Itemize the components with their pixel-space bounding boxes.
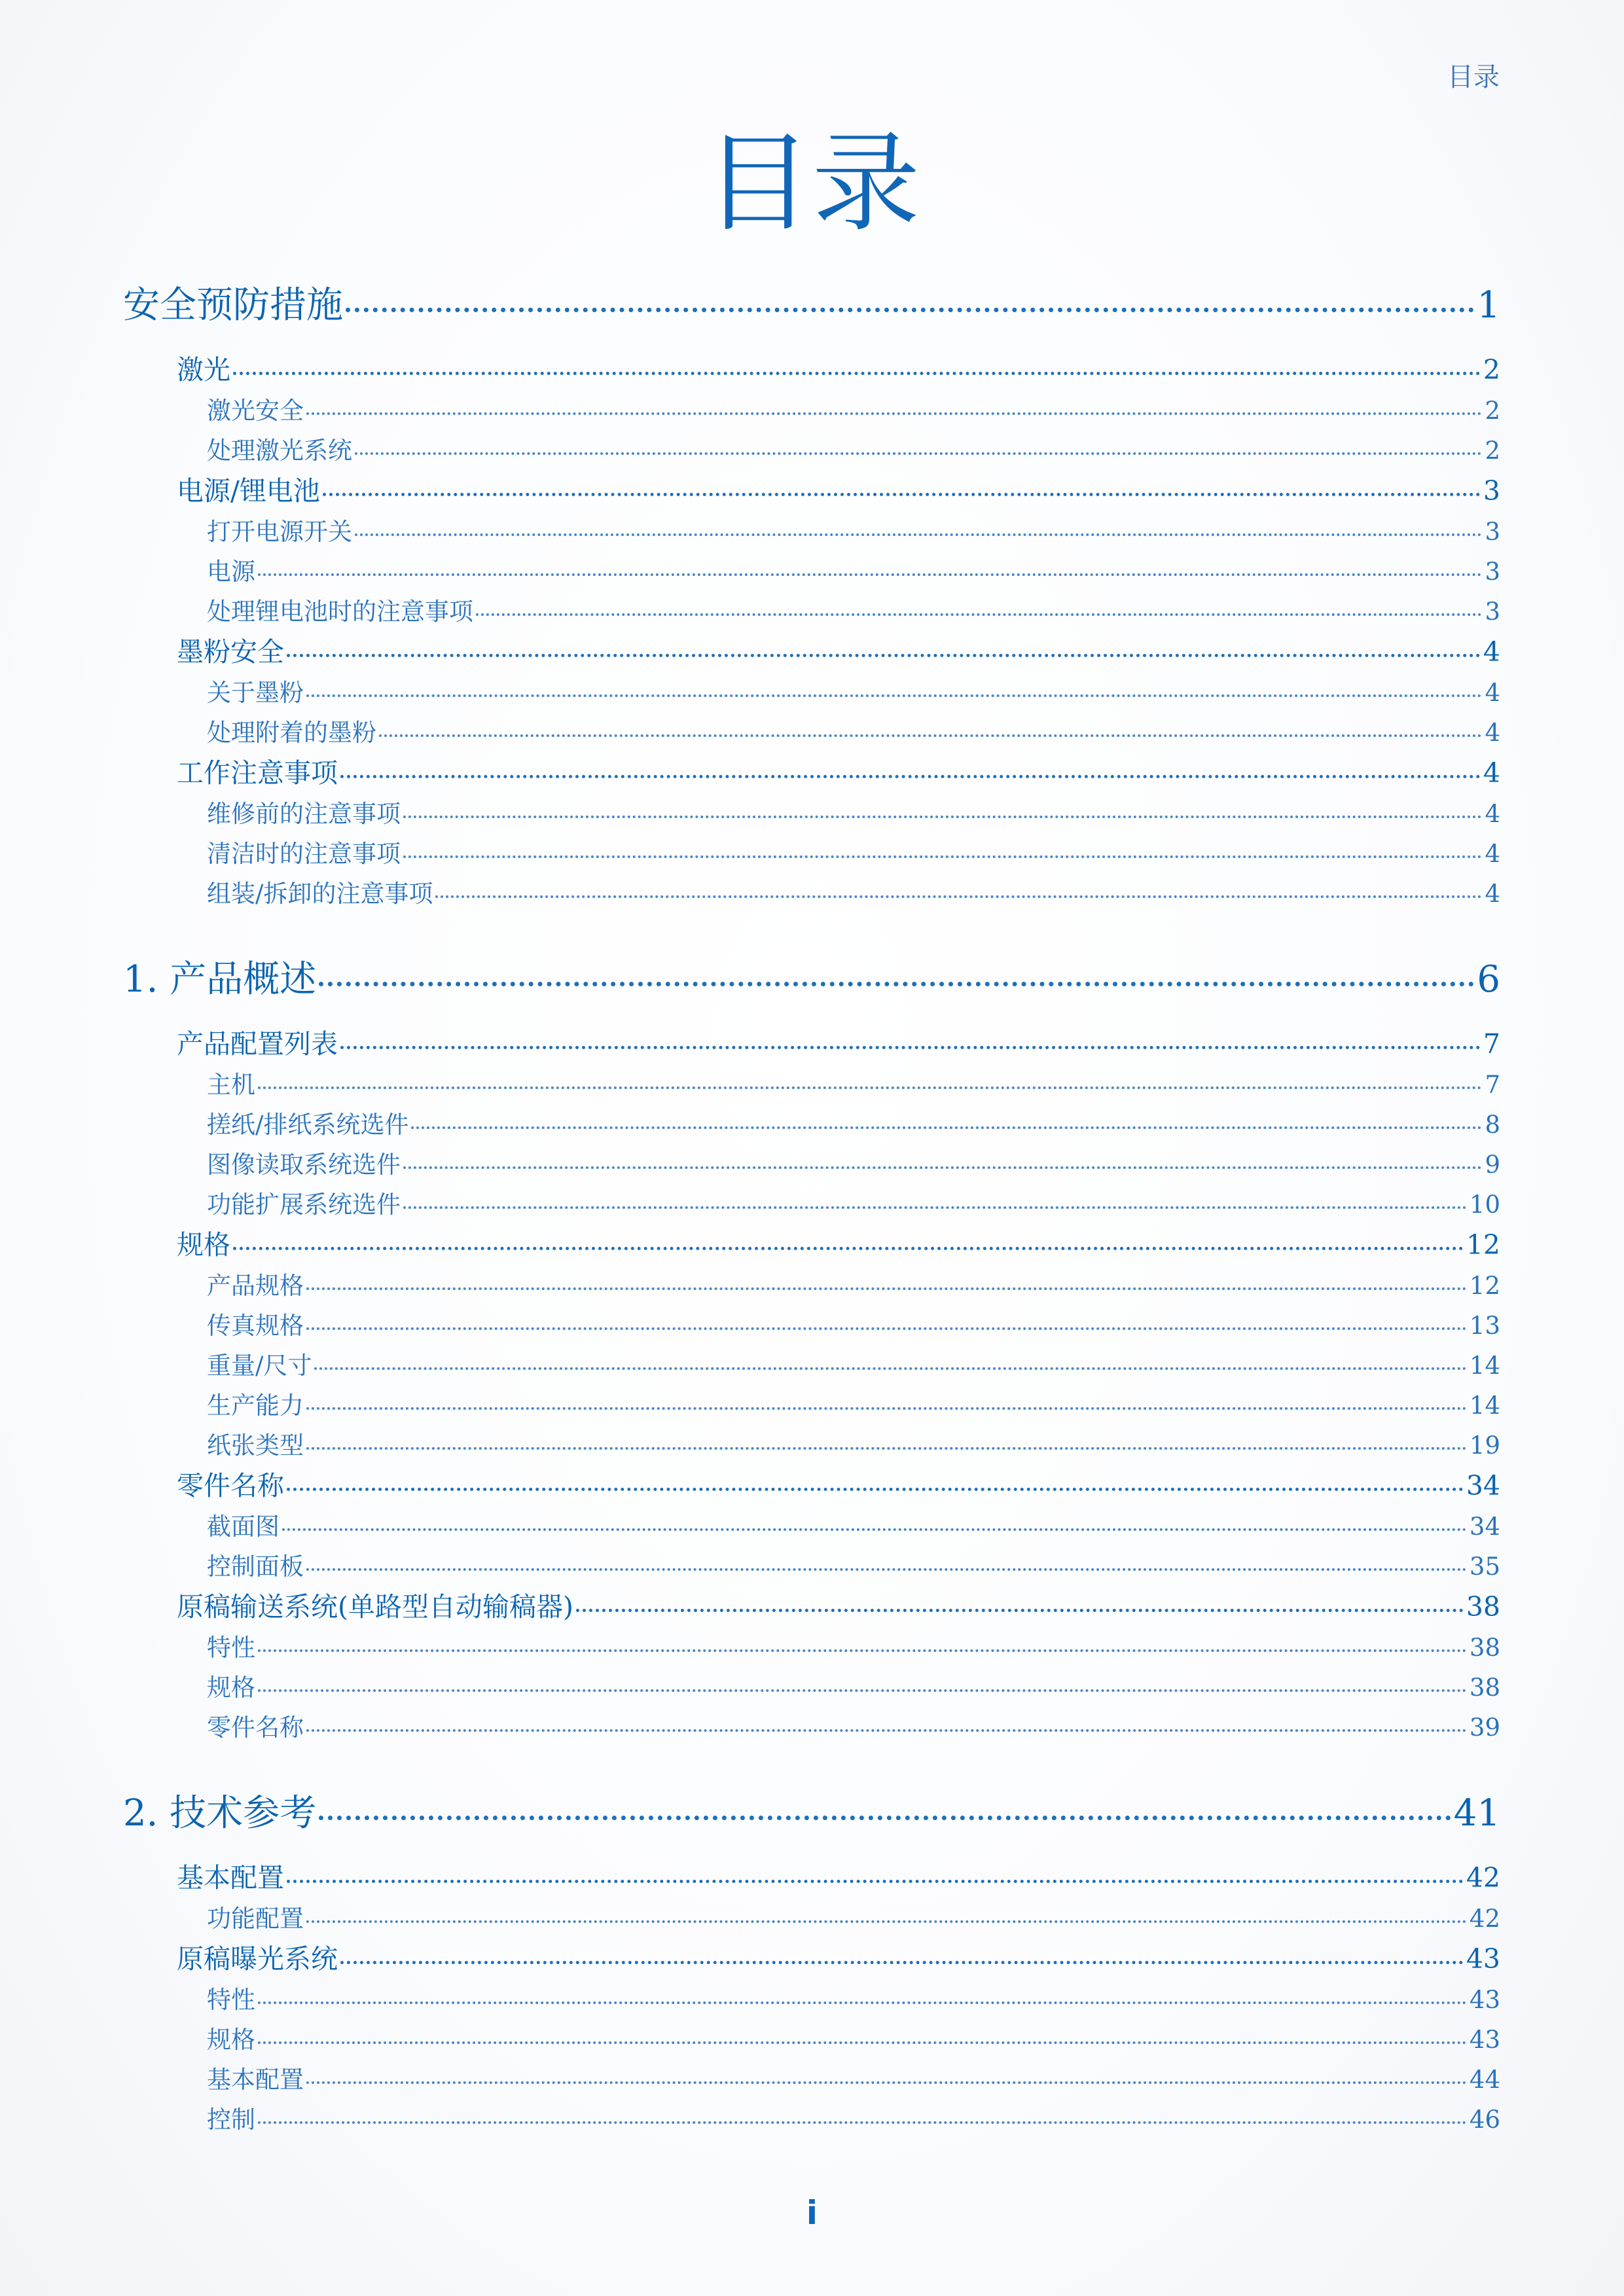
toc-subsection-entry[interactable]	[123, 1386, 1500, 1426]
toc-subsection-entry[interactable]	[123, 1899, 1500, 1939]
toc-subsection-entry[interactable]	[123, 1065, 1500, 1105]
dot-leader	[323, 493, 1481, 496]
dot-leader	[403, 1206, 1467, 1209]
table-of-contents	[123, 280, 1500, 2180]
dot-leader	[340, 1961, 1464, 1964]
toc-entry-title: 基本配置	[177, 1862, 284, 1893]
toc-subsection-entry[interactable]	[123, 1507, 1500, 1547]
toc-chapter-entry[interactable]	[123, 280, 1500, 331]
toc-subsection-entry[interactable]	[123, 1708, 1500, 1748]
toc-subsection-entry[interactable]	[123, 2020, 1500, 2060]
dot-leader	[306, 1287, 1467, 1290]
dot-leader	[340, 1046, 1481, 1049]
toc-entry-title: 功能配置	[207, 1905, 304, 1933]
toc-chapter-entry[interactable]	[123, 1788, 1500, 1839]
toc-subsection-entry[interactable]	[123, 1145, 1500, 1185]
dot-leader	[306, 1407, 1467, 1410]
toc-page-number: 4	[1485, 679, 1500, 707]
toc-entry-title: 原稿曝光系统	[177, 1943, 338, 1975]
toc-page-number: 38	[1466, 1591, 1500, 1623]
toc-section-entry[interactable]	[123, 1587, 1500, 1628]
dot-leader	[403, 816, 1482, 818]
toc-entry-title: 特性	[207, 1986, 255, 2014]
toc-subsection-entry[interactable]	[123, 794, 1500, 834]
toc-entry-title: 产品配置列表	[177, 1028, 338, 1060]
toc-entry-title: 控制面板	[207, 1552, 304, 1581]
toc-entry-title: 特性	[207, 1634, 255, 1662]
page-number: i	[806, 2194, 818, 2232]
toc-section-entry[interactable]	[123, 632, 1500, 673]
toc-page-number: 43	[1466, 1943, 1500, 1975]
toc-page-number: 4	[1483, 757, 1500, 789]
toc-subsection-entry[interactable]	[123, 1185, 1500, 1225]
dot-leader	[258, 573, 1482, 576]
toc-entry-title: 产品规格	[207, 1272, 304, 1300]
toc-page-number: 42	[1466, 1862, 1500, 1893]
dot-leader	[355, 452, 1482, 455]
toc-section-entry[interactable]	[123, 471, 1500, 512]
toc-section-entry[interactable]	[123, 1225, 1500, 1266]
dot-leader	[306, 1920, 1467, 1923]
toc-subsection-entry[interactable]	[123, 1980, 1500, 2020]
toc-section	[123, 280, 1500, 914]
toc-entry-title: 功能扩展系统选件	[207, 1191, 401, 1219]
toc-entry-title: 传真规格	[207, 1312, 304, 1340]
page-title: 目录	[704, 120, 920, 246]
toc-page-number: 34	[1469, 1513, 1500, 1541]
toc-page-number: 12	[1469, 1272, 1500, 1300]
dot-leader	[314, 1367, 1466, 1370]
dot-leader	[306, 694, 1482, 697]
toc-entry-title: 规格	[207, 1674, 255, 1702]
dot-leader	[435, 895, 1482, 898]
dot-leader	[379, 734, 1482, 737]
toc-subsection-entry[interactable]	[123, 673, 1500, 713]
dot-leader	[258, 2001, 1467, 2004]
dot-leader	[287, 654, 1481, 657]
dot-leader	[306, 1447, 1467, 1450]
toc-entry-title: 搓纸/排纸系统选件	[207, 1111, 409, 1139]
toc-page-number: 4	[1485, 800, 1500, 828]
toc-entry-title: 安全预防措施	[123, 284, 343, 327]
toc-entry-title: 基本配置	[207, 2066, 304, 2094]
toc-page-number: 14	[1469, 1352, 1500, 1380]
toc-page-number: 13	[1469, 1312, 1500, 1340]
toc-entry-title: 生产能力	[207, 1391, 304, 1420]
toc-subsection-entry[interactable]	[123, 431, 1500, 471]
toc-entry-title: 规格	[177, 1229, 230, 1261]
toc-entry-title: 处理附着的墨粉	[207, 719, 376, 747]
toc-entry-title: 关于墨粉	[207, 679, 304, 707]
dot-leader	[258, 2121, 1467, 2124]
toc-section	[123, 954, 1500, 1748]
toc-page-number: 9	[1485, 1151, 1500, 1179]
toc-page-number: 34	[1466, 1470, 1500, 1501]
toc-entry-title: 激光	[177, 354, 230, 386]
toc-entry-title: 规格	[207, 2026, 255, 2054]
toc-page-number: 39	[1469, 1713, 1500, 1742]
toc-entry-title: 工作注意事项	[177, 757, 338, 789]
toc-page-number: 3	[1485, 598, 1500, 626]
dot-leader	[258, 2041, 1467, 2044]
toc-entry-title: 维修前的注意事项	[207, 800, 401, 828]
toc-subsection-entry[interactable]	[123, 1105, 1500, 1145]
toc-page-number: 7	[1485, 1071, 1500, 1099]
toc-page-number: 44	[1469, 2066, 1500, 2094]
dot-leader	[306, 1568, 1467, 1571]
toc-entry-title: 激光安全	[207, 397, 304, 425]
toc-page-number: 3	[1485, 558, 1500, 586]
toc-section-entry[interactable]	[123, 1465, 1500, 1507]
toc-entry-title: 清洁时的注意事项	[207, 840, 401, 868]
toc-page-number: 1	[1477, 284, 1500, 327]
dot-leader	[306, 1327, 1467, 1330]
toc-page-number: 10	[1469, 1191, 1500, 1219]
toc-subsection-entry[interactable]	[123, 834, 1500, 874]
toc-subsection-entry[interactable]	[123, 1628, 1500, 1668]
dot-leader	[287, 1880, 1464, 1883]
toc-page-number: 46	[1469, 2106, 1500, 2134]
toc-section-entry[interactable]	[123, 350, 1500, 391]
dot-leader	[411, 1126, 1482, 1129]
dot-leader	[576, 1609, 1464, 1612]
toc-subsection-entry[interactable]	[123, 2100, 1500, 2140]
dot-leader	[319, 1816, 1451, 1820]
dot-leader	[403, 1166, 1482, 1169]
toc-page-number: 4	[1485, 840, 1500, 868]
toc-subsection-entry[interactable]	[123, 1266, 1500, 1306]
toc-entry-title: 电源/锂电池	[177, 475, 320, 507]
dot-leader	[403, 855, 1482, 858]
toc-section-entry[interactable]	[123, 1857, 1500, 1899]
toc-page-number: 42	[1469, 1905, 1500, 1933]
dot-leader	[355, 533, 1482, 536]
toc-entry-title: 纸张类型	[207, 1431, 304, 1460]
dot-leader	[340, 775, 1481, 778]
dot-leader	[233, 372, 1481, 375]
running-header: 目录	[1447, 62, 1500, 92]
toc-entry-title: 主机	[207, 1071, 255, 1099]
toc-subsection-entry[interactable]	[123, 874, 1500, 914]
toc-subsection-entry[interactable]	[123, 552, 1500, 592]
toc-subsection-entry[interactable]	[123, 1306, 1500, 1346]
toc-page-number: 3	[1483, 475, 1500, 507]
toc-entry-title: 处理锂电池时的注意事项	[207, 598, 473, 626]
toc-subsection-entry[interactable]	[123, 2060, 1500, 2100]
dot-leader	[258, 1086, 1482, 1089]
dot-leader	[306, 2081, 1467, 2084]
toc-entry-title: 原稿输送系统(单路型自动输稿器)	[177, 1591, 573, 1623]
toc-page-number: 43	[1469, 2026, 1500, 2054]
dot-leader	[346, 308, 1474, 312]
toc-subsection-entry[interactable]	[123, 391, 1500, 431]
dot-leader	[282, 1528, 1467, 1531]
toc-page-number: 2	[1485, 437, 1500, 465]
toc-entry-title: 处理激光系统	[207, 437, 352, 465]
dot-leader	[319, 982, 1474, 986]
toc-page-number: 12	[1466, 1229, 1500, 1261]
toc-page-number: 4	[1485, 719, 1500, 747]
toc-page-number: 8	[1485, 1111, 1500, 1139]
toc-entry-title: 电源	[207, 558, 255, 586]
dot-leader	[233, 1247, 1464, 1250]
dot-leader	[287, 1488, 1464, 1491]
dot-leader	[476, 613, 1482, 616]
toc-page-number: 4	[1483, 636, 1500, 668]
toc-subsection-entry[interactable]	[123, 1346, 1500, 1386]
toc-entry-title: 零件名称	[207, 1713, 304, 1742]
toc-subsection-entry[interactable]	[123, 1426, 1500, 1465]
toc-page-number: 3	[1485, 518, 1500, 546]
dot-leader	[258, 1689, 1467, 1692]
toc-entry-title: 重量/尺寸	[207, 1352, 312, 1380]
toc-section-entry[interactable]	[123, 1939, 1500, 1980]
toc-section	[123, 1788, 1500, 2140]
toc-page-number: 35	[1469, 1552, 1500, 1581]
toc-page-number: 2	[1485, 397, 1500, 425]
toc-page-number: 41	[1453, 1792, 1500, 1835]
toc-page-number: 14	[1469, 1391, 1500, 1420]
toc-subsection-entry[interactable]	[123, 512, 1500, 552]
toc-entry-title: 墨粉安全	[177, 636, 284, 668]
toc-page-number: 6	[1477, 958, 1500, 1001]
toc-section-entry[interactable]	[123, 1024, 1500, 1065]
toc-subsection-entry[interactable]	[123, 592, 1500, 632]
toc-entry-title: 组装/拆卸的注意事项	[207, 880, 433, 908]
toc-page-number: 4	[1485, 880, 1500, 908]
toc-page-number: 43	[1469, 1986, 1500, 2014]
toc-entry-title: 截面图	[207, 1513, 280, 1541]
toc-subsection-entry[interactable]	[123, 1547, 1500, 1587]
toc-entry-title: 打开电源开关	[207, 518, 352, 546]
toc-page-number: 19	[1469, 1431, 1500, 1460]
toc-entry-title: 2. 技术参考	[123, 1792, 317, 1835]
toc-entry-title: 零件名称	[177, 1470, 284, 1501]
toc-page-number: 2	[1483, 354, 1500, 386]
toc-entry-title: 控制	[207, 2106, 255, 2134]
dot-leader	[306, 1729, 1467, 1732]
toc-page-number: 38	[1469, 1674, 1500, 1702]
toc-entry-title: 1. 产品概述	[123, 958, 317, 1001]
toc-page-number: 7	[1483, 1028, 1500, 1060]
toc-subsection-entry[interactable]	[123, 1668, 1500, 1708]
dot-leader	[306, 412, 1482, 415]
dot-leader	[258, 1649, 1467, 1652]
toc-chapter-entry[interactable]	[123, 954, 1500, 1005]
toc-subsection-entry[interactable]	[123, 713, 1500, 753]
toc-page-number: 38	[1469, 1634, 1500, 1662]
toc-entry-title: 图像读取系统选件	[207, 1151, 401, 1179]
toc-section-entry[interactable]	[123, 753, 1500, 794]
